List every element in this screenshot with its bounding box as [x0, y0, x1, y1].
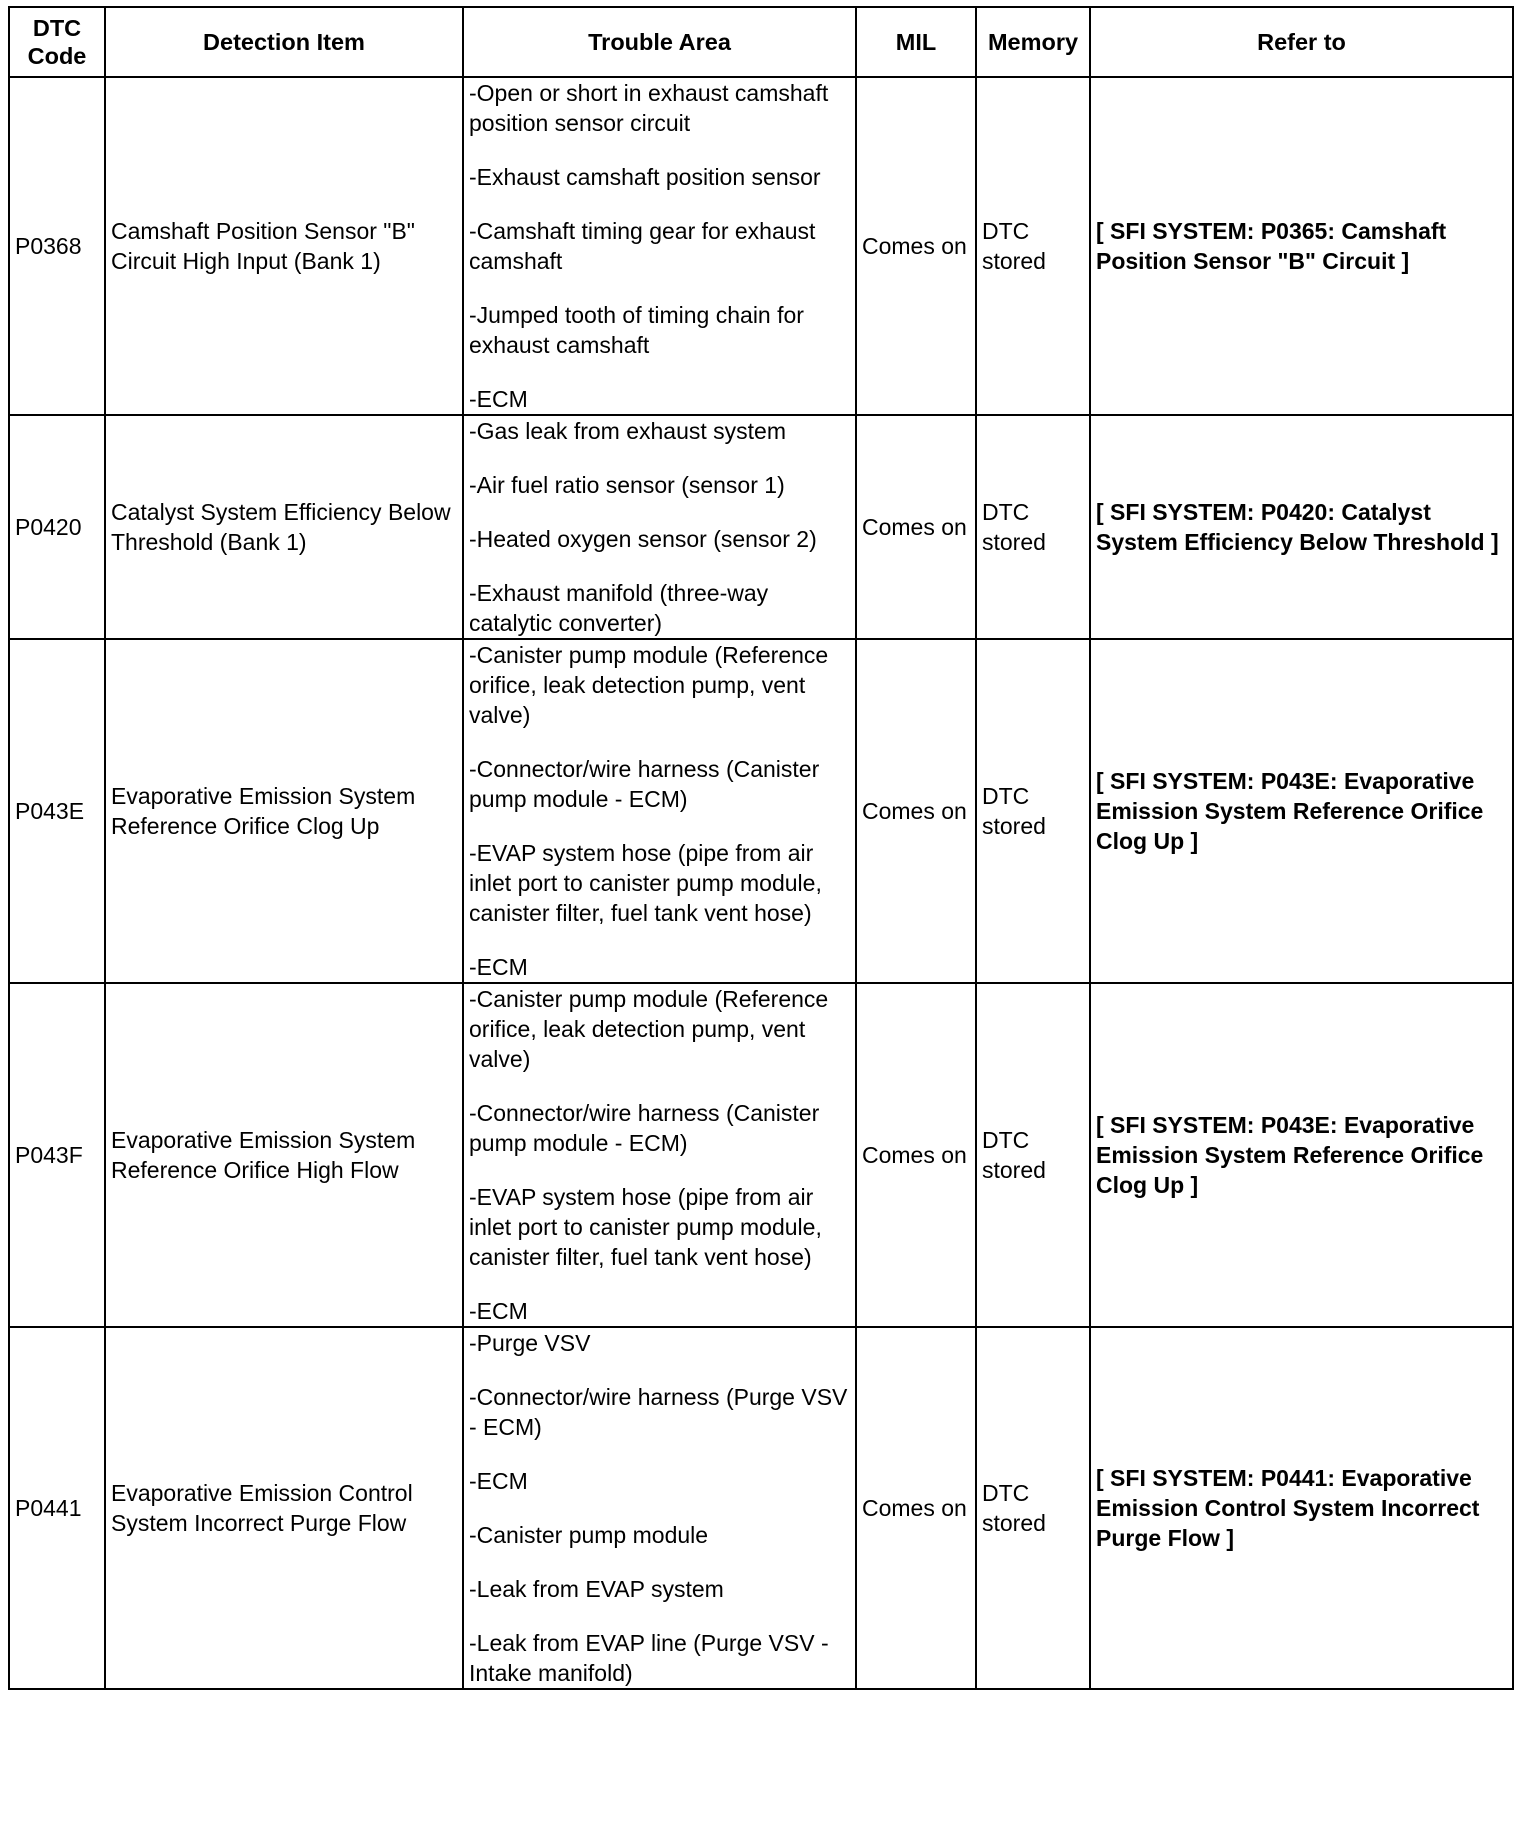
- dtc-code-cell: P0441: [9, 1327, 105, 1689]
- table-row: [9, 77, 1513, 415]
- table-row: [9, 983, 1513, 1327]
- header-dtc-code-line2: Code: [27, 43, 87, 69]
- dtc-code-cell: P0420: [9, 415, 105, 639]
- trouble-area-item: -EVAP system hose (pipe from air inlet port to canister pump module, canister filter, fuel tank vent hose): [469, 840, 822, 926]
- trouble-area-item: -Heated oxygen sensor (sensor 2): [469, 526, 817, 552]
- detection-item-cell: Evaporative Emission System Reference Orifice Clog Up: [105, 639, 463, 983]
- trouble-area-item: -ECM: [469, 1298, 528, 1324]
- detection-item-cell: Camshaft Position Sensor "B" Circuit High Input (Bank 1): [105, 77, 463, 415]
- table-row: [9, 1327, 1513, 1689]
- trouble-area-item: -ECM: [469, 386, 528, 412]
- header-dtc-code-line1: DTC: [32, 15, 82, 41]
- refer-to-link[interactable]: [ SFI SYSTEM: P0365: Camshaft Position Sensor "B" Circuit ]: [1090, 77, 1513, 415]
- header-memory: Memory: [976, 7, 1090, 77]
- trouble-area-item: -Leak from EVAP system: [469, 1576, 724, 1602]
- trouble-area-item: -Purge VSV: [469, 1330, 591, 1356]
- trouble-area-item: -Leak from EVAP line (Purge VSV - Intake manifold): [469, 1630, 829, 1686]
- trouble-area-item: -Air fuel ratio sensor (sensor 1): [469, 472, 785, 498]
- mil-cell: Comes on: [856, 983, 976, 1327]
- dtc-code-cell: P043E: [9, 639, 105, 983]
- dtc-table: [8, 6, 1514, 1690]
- trouble-area-cell: [463, 1327, 856, 1689]
- table-row: [9, 639, 1513, 983]
- trouble-area-item: -Exhaust camshaft position sensor: [469, 164, 821, 190]
- table-header: [9, 7, 1513, 77]
- dtc-code-cell: P043F: [9, 983, 105, 1327]
- trouble-area-cell: [463, 77, 856, 415]
- mil-cell: Comes on: [856, 639, 976, 983]
- trouble-area-item: -EVAP system hose (pipe from air inlet port to canister pump module, canister filter, fuel tank vent hose): [469, 1184, 822, 1270]
- mil-cell: Comes on: [856, 77, 976, 415]
- refer-to-link[interactable]: [ SFI SYSTEM: P043E: Evaporative Emission System Reference Orifice Clog Up ]: [1090, 639, 1513, 983]
- header-detection-item: Detection Item: [105, 7, 463, 77]
- dtc-code-cell: P0368: [9, 77, 105, 415]
- trouble-area-cell: [463, 415, 856, 639]
- refer-to-link[interactable]: [ SFI SYSTEM: P043E: Evaporative Emission System Reference Orifice Clog Up ]: [1090, 983, 1513, 1327]
- detection-item-cell: Evaporative Emission System Reference Orifice High Flow: [105, 983, 463, 1327]
- table-row: [9, 415, 1513, 639]
- mil-cell: Comes on: [856, 415, 976, 639]
- memory-cell: DTC stored: [976, 639, 1090, 983]
- trouble-area-item: -Open or short in exhaust camshaft position sensor circuit: [469, 80, 829, 136]
- header-mil: MIL: [856, 7, 976, 77]
- trouble-area-item: -Gas leak from exhaust system: [469, 418, 786, 444]
- trouble-area-item: -Canister pump module (Reference orifice, leak detection pump, vent valve): [469, 642, 829, 728]
- trouble-area-cell: [463, 639, 856, 983]
- memory-cell: DTC stored: [976, 983, 1090, 1327]
- trouble-area-item: -Connector/wire harness (Canister pump module - ECM): [469, 756, 820, 812]
- detection-item-cell: Evaporative Emission Control System Incorrect Purge Flow: [105, 1327, 463, 1689]
- dtc-table-container: [8, 6, 1512, 1690]
- header-trouble-area: Trouble Area: [463, 7, 856, 77]
- header-refer-to: Refer to: [1090, 7, 1513, 77]
- header-dtc-code: [9, 7, 105, 77]
- memory-cell: DTC stored: [976, 415, 1090, 639]
- refer-to-link[interactable]: [ SFI SYSTEM: P0420: Catalyst System Efficiency Below Threshold ]: [1090, 415, 1513, 639]
- memory-cell: DTC stored: [976, 77, 1090, 415]
- trouble-area-item: -Jumped tooth of timing chain for exhaust camshaft: [469, 302, 804, 358]
- table-body: [9, 77, 1513, 1689]
- memory-cell: DTC stored: [976, 1327, 1090, 1689]
- trouble-area-item: -Connector/wire harness (Canister pump module - ECM): [469, 1100, 820, 1156]
- trouble-area-item: -ECM: [469, 1468, 528, 1494]
- trouble-area-item: -Canister pump module (Reference orifice, leak detection pump, vent valve): [469, 986, 829, 1072]
- trouble-area-item: -Connector/wire harness (Purge VSV - ECM): [469, 1384, 848, 1440]
- trouble-area-cell: [463, 983, 856, 1327]
- mil-cell: Comes on: [856, 1327, 976, 1689]
- trouble-area-item: -Canister pump module: [469, 1522, 709, 1548]
- refer-to-link[interactable]: [ SFI SYSTEM: P0441: Evaporative Emission Control System Incorrect Purge Flow ]: [1090, 1327, 1513, 1689]
- trouble-area-item: -Exhaust manifold (three-way catalytic converter): [469, 580, 769, 636]
- header-row: [9, 7, 1513, 77]
- detection-item-cell: Catalyst System Efficiency Below Threshold (Bank 1): [105, 415, 463, 639]
- trouble-area-item: -ECM: [469, 954, 528, 980]
- trouble-area-item: -Camshaft timing gear for exhaust camshaft: [469, 218, 816, 274]
